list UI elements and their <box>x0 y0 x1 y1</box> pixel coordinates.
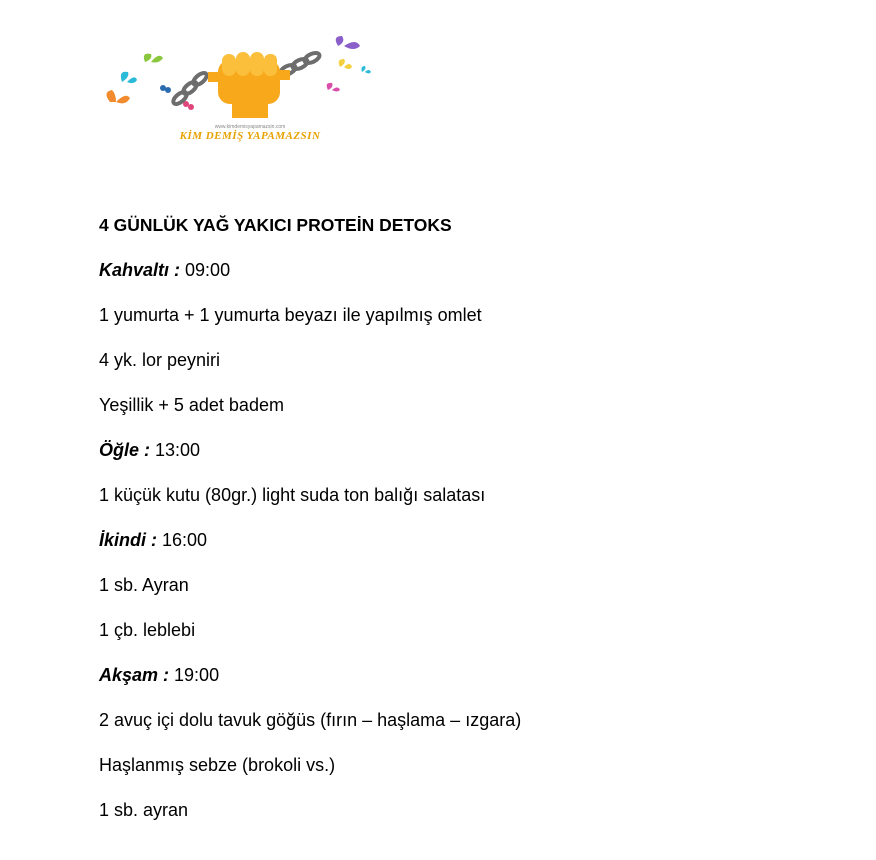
meal-time: 19:00 <box>169 665 220 685</box>
meal-heading-breakfast <box>99 259 230 281</box>
meal-label: Kahvaltı : <box>99 260 181 280</box>
meal-item: 1 küçük kutu (80gr.) light suda ton balığı salatası <box>99 485 486 505</box>
butterfly-icon <box>361 66 371 74</box>
meal-item: 1 yumurta + 1 yumurta beyazı ile yapılmış omlet <box>99 305 482 325</box>
logo <box>100 32 390 152</box>
butterfly-icon <box>144 54 163 63</box>
butterfly-icon <box>183 101 194 110</box>
butterfly-icon <box>106 90 130 103</box>
meal-label: İkindi : <box>99 530 157 550</box>
raised-fist-icon <box>208 52 290 118</box>
meal-item: 4 yk. lor peyniri <box>99 350 221 370</box>
meal-item: 1 sb. Ayran <box>99 575 189 595</box>
meal-label: Öğle : <box>99 440 151 460</box>
meal-item: Yeşillik + 5 adet badem <box>99 395 284 415</box>
fist-chain-butterflies-logo-icon <box>100 32 390 152</box>
meal-item: 1 çb. leblebi <box>99 620 196 640</box>
meal-label: Akşam : <box>99 665 170 685</box>
butterfly-icon <box>336 36 360 49</box>
meal-heading-dinner <box>99 664 219 686</box>
meal-item: 2 avuç içi dolu tavuk göğüs (fırın – haşlama – ızgara) <box>99 710 522 730</box>
meal-time: 09:00 <box>180 260 231 280</box>
butterfly-icon <box>121 72 137 83</box>
document-title: 4 GÜNLÜK YAĞ YAKICI PROTEİN DETOKS <box>99 215 452 235</box>
butterfly-icon <box>160 85 171 93</box>
meal-item: Haşlanmış sebze (brokoli vs.) <box>99 755 336 775</box>
logo-url: www.kimdemisyapamazsin.com <box>214 124 286 130</box>
logo-tagline: KİM DEMİŞ YAPAMAZSIN <box>179 130 321 142</box>
butterfly-icon <box>327 83 340 92</box>
meal-time: 16:00 <box>157 530 208 550</box>
meal-heading-lunch <box>99 439 200 461</box>
meal-heading-afternoon <box>99 529 207 551</box>
butterfly-icon <box>339 59 352 69</box>
meal-item: 1 sb. ayran <box>99 800 189 820</box>
meal-time: 13:00 <box>150 440 201 460</box>
